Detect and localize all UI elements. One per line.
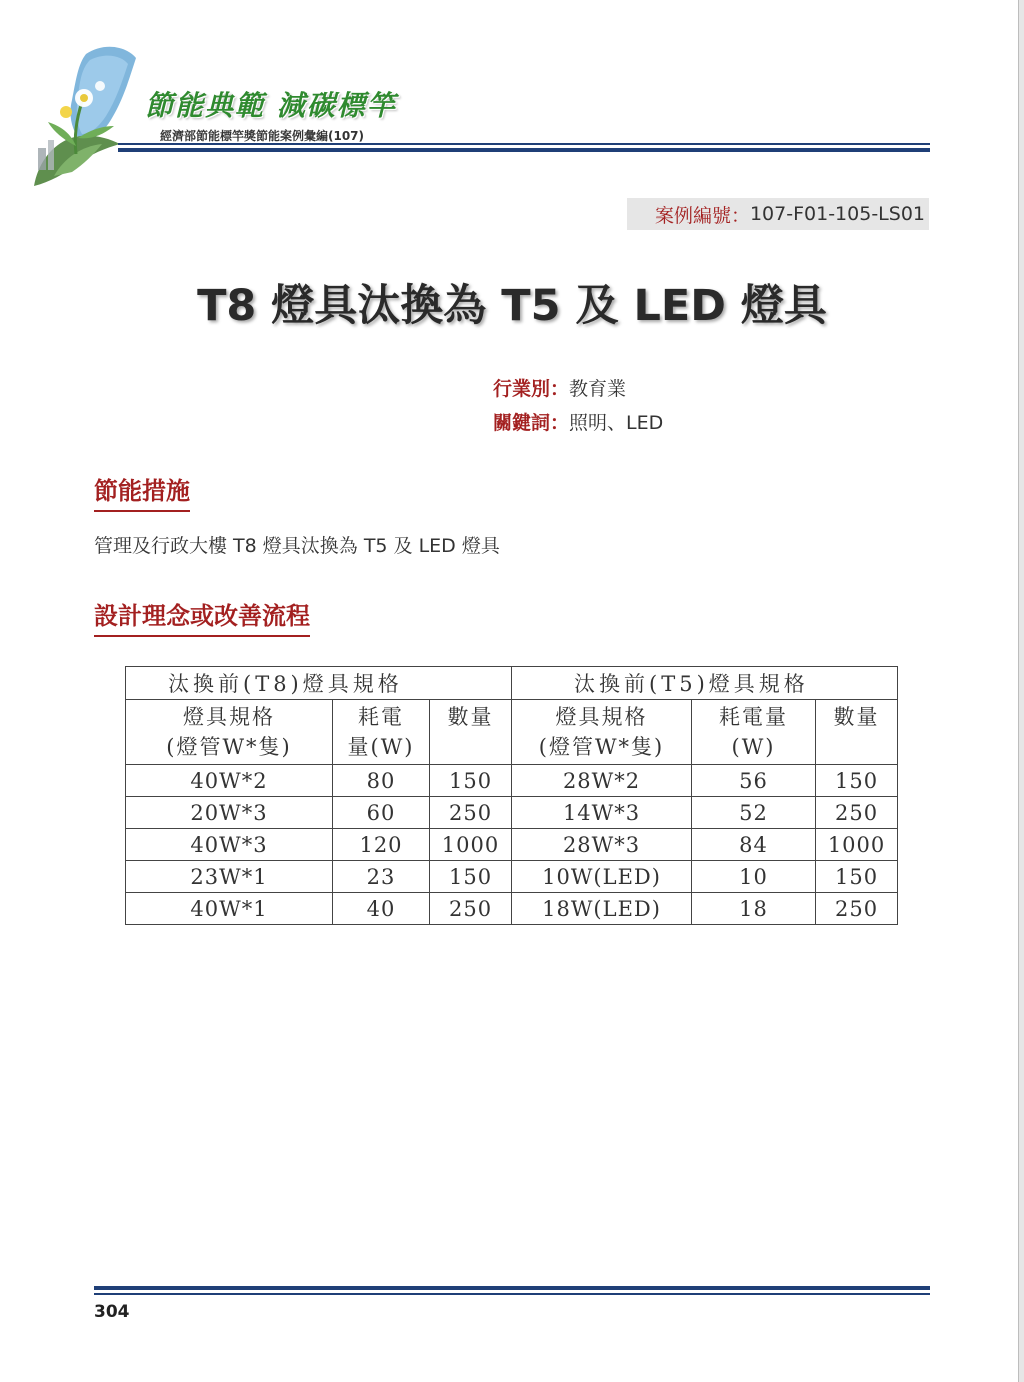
header-line: (燈管W*隻) — [538, 735, 665, 759]
table-cell: 60 — [333, 797, 430, 829]
table-cell: 40W*1 — [126, 893, 333, 925]
measures-text: 管理及行政大樓 T8 燈具汰換為 T5 及 LED 燈具 — [94, 535, 500, 557]
after-power-header — [692, 700, 816, 765]
header-line: 耗電量 — [719, 705, 789, 729]
before-power-header — [333, 700, 430, 765]
table-cell: 18 — [692, 893, 816, 925]
table-cell: 10 — [692, 861, 816, 893]
table-cell: 28W*2 — [512, 765, 692, 797]
table-cell: 120 — [333, 829, 430, 861]
after-qty-header — [816, 700, 898, 765]
table-cell: 150 — [816, 765, 898, 797]
before-spec-header — [126, 700, 333, 765]
taiwan-dandelion-logo-icon — [24, 36, 154, 186]
table-row — [126, 893, 898, 925]
table-cell: 40W*2 — [126, 765, 333, 797]
header-rule — [118, 143, 930, 145]
case-number-value: 107-F01-105-LS01 — [749, 203, 925, 225]
table-cell: 56 — [692, 765, 816, 797]
table-cell: 23 — [333, 861, 430, 893]
header-line: 燈具規格 — [555, 705, 648, 729]
table-cell: 14W*3 — [512, 797, 692, 829]
table-cell: 20W*3 — [126, 797, 333, 829]
table-cell: 10W(LED) — [512, 861, 692, 893]
header-rule-bold — [118, 148, 930, 152]
header-line: 燈具規格 — [183, 705, 275, 729]
table-cell: 40W*3 — [126, 829, 333, 861]
table-cell: 150 — [430, 765, 512, 797]
header-line: (W) — [731, 735, 776, 759]
table-cell: 1000 — [430, 829, 512, 861]
table-row — [126, 861, 898, 893]
before-qty-header — [430, 700, 512, 765]
design-heading: 設計理念或改善流程 — [94, 596, 310, 637]
table-cell: 80 — [333, 765, 430, 797]
table-cell: 250 — [430, 893, 512, 925]
header-line: 量(W) — [347, 735, 415, 759]
footer-rule — [94, 1293, 930, 1295]
after-spec-header — [512, 700, 692, 765]
table-cell: 250 — [816, 797, 898, 829]
brand-title: 節能典範 減碳標竿 — [145, 89, 397, 122]
table-cell: 18W(LED) — [512, 893, 692, 925]
header-line: (燈管W*隻) — [166, 735, 292, 759]
lighting-spec-table — [125, 666, 898, 925]
industry-value: 教育業 — [569, 378, 627, 400]
table-cell: 1000 — [816, 829, 898, 861]
table-row — [126, 797, 898, 829]
table-column-header-row — [126, 700, 898, 765]
page-edge — [1018, 0, 1024, 1382]
table-cell: 250 — [816, 893, 898, 925]
table-cell: 84 — [692, 829, 816, 861]
before-group-header: 汰換前(T8)燈具規格 — [126, 667, 512, 700]
keywords-value: 照明、LED — [569, 412, 664, 434]
table-row — [126, 765, 898, 797]
table-cell: 52 — [692, 797, 816, 829]
table-cell: 250 — [430, 797, 512, 829]
table-cell: 150 — [816, 861, 898, 893]
case-number-badge — [627, 198, 929, 230]
case-number-label: 案例編號： — [654, 204, 750, 227]
after-group-header: 汰換前(T5)燈具規格 — [512, 667, 898, 700]
table-cell: 23W*1 — [126, 861, 333, 893]
table-group-header-row — [126, 667, 898, 700]
keywords-label: 關鍵詞： — [493, 412, 570, 434]
page-title: T8 燈具汰換為 T5 及 LED 燈具 — [197, 281, 827, 331]
table-row — [126, 829, 898, 861]
header-line: 數量 — [447, 705, 494, 729]
page-number: 304 — [94, 1302, 130, 1322]
header-line: 數量 — [833, 705, 880, 729]
header-line: 耗電 — [358, 705, 404, 729]
table-cell: 40 — [333, 893, 430, 925]
table-cell: 150 — [430, 861, 512, 893]
footer-rule-bold — [94, 1286, 930, 1290]
keywords-row — [493, 408, 663, 435]
brand-subtitle: 經濟部節能標竿獎節能案例彙編(107) — [160, 129, 365, 143]
table-cell: 28W*3 — [512, 829, 692, 861]
industry-row — [493, 374, 626, 401]
industry-label: 行業別： — [493, 378, 570, 400]
measures-heading: 節能措施 — [94, 471, 190, 512]
